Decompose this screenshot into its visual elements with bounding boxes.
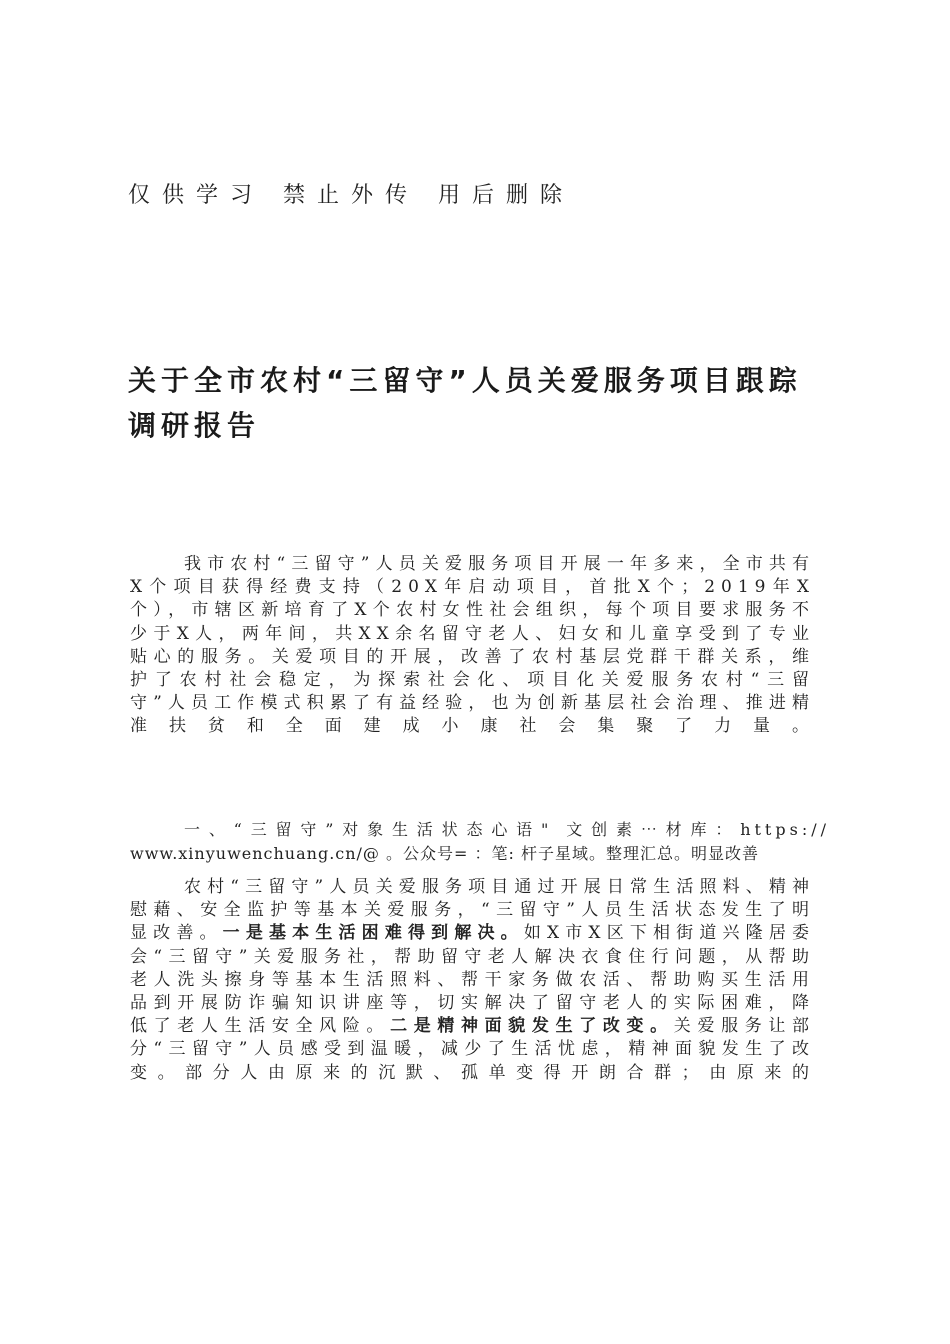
- section-1-point-1: 一是基本生活困难得到解决。: [222, 923, 524, 944]
- section-1-text-a: 农村“三留守”人员关爱服务项目通过开展日常生活照料、精神慰藉、安全监护等基本关爱服务，“三留守”人员生活状态发生了明显改善。: [130, 877, 815, 944]
- section-1-point-2: 二是精神面貌发生了改变。: [390, 1016, 674, 1037]
- section-1-heading-line1: 一、“三留守”对象生活状态心语" 文创素⋯材库：https://: [184, 820, 830, 839]
- section-1-heading: [130, 818, 830, 866]
- intro-paragraph: [130, 553, 815, 739]
- section-1-paragraph: [130, 876, 815, 1085]
- report-title: 关于全市农村“三留守”人员关爱服务项目跟踪调研报告: [128, 364, 802, 442]
- distribution-notice: 仅供学习 禁止外传 用后删除: [128, 183, 574, 208]
- section-1-text-c: 关爱服务让部分“三留守”人员感受到温暖，减少了生活忧虑，精神面貌发生了改变。部分人由原来的沉默、孤单变得开朗合群；由原来的: [130, 1016, 816, 1083]
- section-1-heading-line2: www.xinyuwenchuang.cn/@ 。公众号= ：笔: 杆子星域。整理汇总。明显改善: [130, 844, 759, 863]
- intro-text: 我市农村“三留守”人员关爱服务项目开展一年多来，全市共有X个项目获得经费支持（20X年启动项目，首批X个；2019年X个），市辖区新培育了X个农村女性社会组织，每个项目要求服务不少于X人，两年间，共XX余名留守老人、妇女和儿童享受到了专业贴心的服务。关爱项目的开展，改善了农村基层党群干群关系，维护了农村社会稳定，为探索社会化、项目化关爱服务农村“三留守”人员工作模式积累了有益经验，也为创新基层社会治理、推进精准扶贫和全面建成小康社会集聚了力量。: [130, 554, 815, 737]
- section-1-text-b: 如X市X区下相街道兴隆居委会“三留守”关爱服务社，帮助留守老人解决衣食住行问题，从帮助老人洗头擦身等基本生活照料、帮干家务做农活、帮助购买生活用品到开展防诈骗知识讲座等，切实解决了留守老人的实际困难，降低了老人生活安全风险。: [130, 923, 816, 1037]
